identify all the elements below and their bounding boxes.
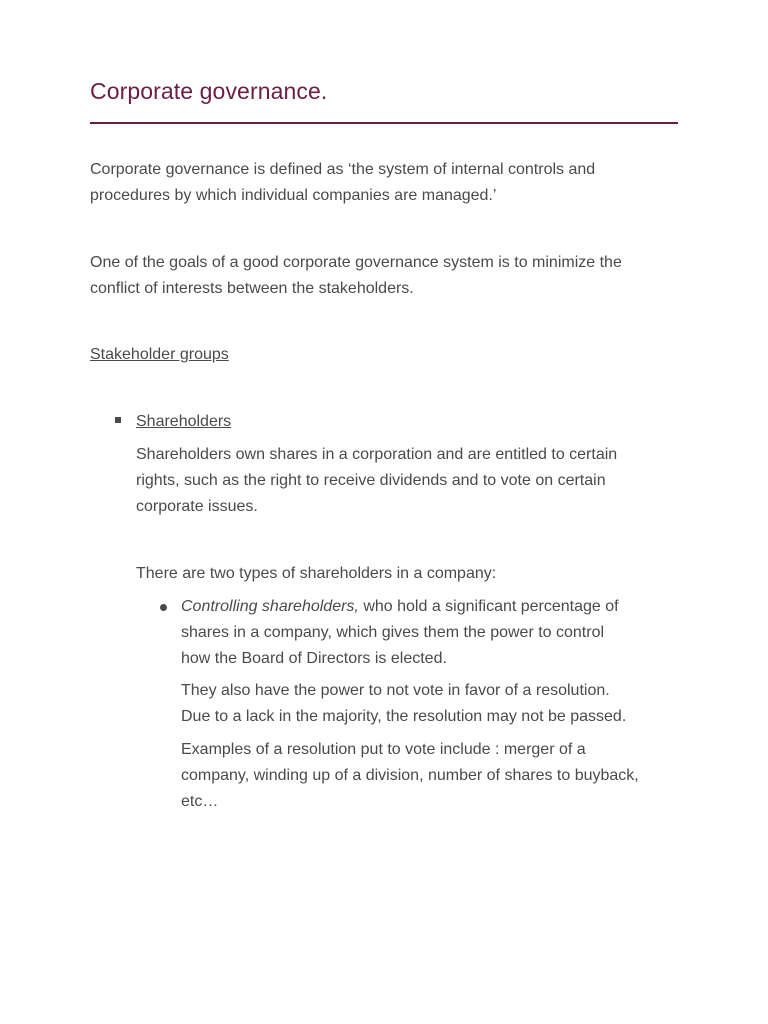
vote-power-line: Due to a lack in the majority, the resolution may not be passed. bbox=[181, 708, 627, 725]
shareholder-types-intro-line: There are two types of shareholders in a company: bbox=[136, 565, 497, 582]
definition-line: Corporate governance is defined as ‘the system of internal controls and bbox=[90, 161, 596, 178]
vote-power-line: They also have the power to not vote in favor of a resolution. bbox=[181, 682, 610, 699]
controlling-shareholders-term: Controlling shareholders, bbox=[181, 598, 359, 615]
controlling-shareholders-line: shares in a company, which gives them the power to control bbox=[181, 624, 605, 641]
resolution-examples-paragraph bbox=[181, 737, 701, 815]
vote-power-paragraph bbox=[181, 678, 701, 730]
square-bullet-icon bbox=[115, 417, 121, 423]
goal-line: One of the goals of a good corporate governance system is to minimize the bbox=[90, 254, 622, 271]
resolution-examples-line: etc… bbox=[181, 793, 219, 810]
controlling-shareholders-line bbox=[181, 594, 701, 620]
resolution-examples-line: Examples of a resolution put to vote include : merger of a bbox=[181, 741, 586, 758]
shareholders-heading: Shareholders bbox=[136, 413, 232, 430]
shareholders-description bbox=[136, 442, 696, 520]
shareholders-description-line: Shareholders own shares in a corporation and are entitled to certain bbox=[136, 446, 618, 463]
shareholders-description-line: rights, such as the right to receive dividends and to vote on certain bbox=[136, 472, 606, 489]
goal-line: conflict of interests between the stakeholders. bbox=[90, 280, 414, 297]
document-title: Corporate governance. bbox=[90, 78, 328, 104]
shareholders-description-line: corporate issues. bbox=[136, 498, 258, 515]
resolution-examples-line: company, winding up of a division, number of shares to buyback, bbox=[181, 767, 639, 784]
goal-paragraph bbox=[90, 250, 690, 302]
title-underline-rule bbox=[90, 122, 678, 124]
controlling-shareholders-line: how the Board of Directors is elected. bbox=[181, 650, 447, 667]
definition-paragraph bbox=[90, 157, 690, 209]
controlling-shareholders-text: who hold a significant percentage of bbox=[358, 598, 619, 615]
controlling-shareholders-paragraph bbox=[181, 594, 701, 672]
definition-line: procedures by which individual companies are managed.’ bbox=[90, 187, 497, 204]
stakeholder-groups-heading: Stakeholder groups bbox=[90, 346, 229, 363]
round-bullet-icon bbox=[160, 604, 167, 611]
shareholder-types-intro bbox=[136, 561, 696, 587]
